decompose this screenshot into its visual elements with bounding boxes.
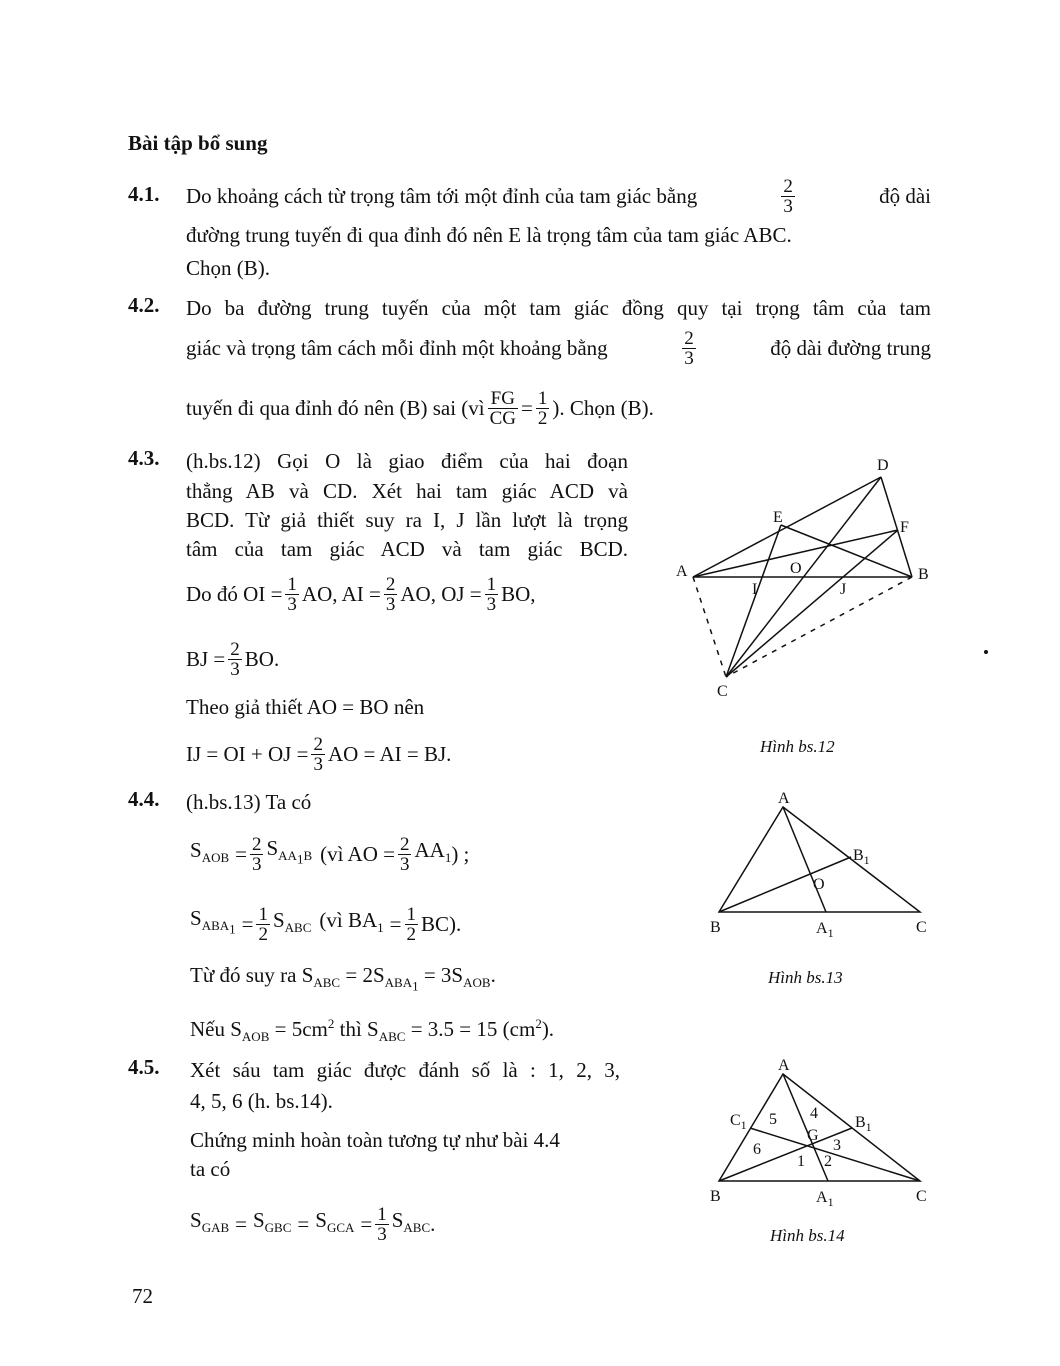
ex44-close1: ) ; — [451, 842, 470, 866]
ex43-line7: Theo giả thiết AO = BO nên — [186, 695, 425, 719]
ex45-eq1: = — [235, 1212, 247, 1236]
fig14-median-CC1 — [750, 1128, 920, 1181]
fig12-seg-AC-dashed — [693, 577, 726, 677]
figure-bs13-caption: Hình bs.13 — [768, 968, 843, 987]
fig13-median-BB1 — [719, 857, 851, 912]
fig13-label-A: A — [778, 790, 790, 807]
ex42-line2-a: giác và trọng tâm cách mỗi đỉnh một khoảng bằng — [186, 336, 608, 360]
ex42-line3-b: ). Chọn (B). — [552, 396, 654, 420]
fig14-region-6: 6 — [753, 1141, 761, 1158]
fig12-label-B: B — [918, 566, 929, 583]
ex45-line5 — [190, 1196, 435, 1252]
ex45-line4: ta có — [190, 1157, 231, 1181]
fig14-label-G: G — [807, 1127, 819, 1144]
ex45-end: . — [430, 1212, 436, 1236]
fig12-label-J: J — [840, 581, 847, 598]
figure-bs12 — [660, 450, 960, 710]
exercise-number-4-5: 4.5. — [128, 1055, 160, 1079]
fig12-label-D: D — [877, 457, 889, 474]
ex44-frac-1-2-a: $\frac{1}{2}$ — [258, 903, 268, 945]
ex43-line6 — [186, 631, 279, 687]
ex43-l8a: IJ = OI + OJ = — [186, 742, 309, 766]
ex43-l8b: AO = AI = BJ. — [327, 742, 452, 766]
fig12-label-A: A — [676, 563, 688, 580]
ex44-line5: Nếu $S_{AOB} = 5cm^2$ thì $S_{ABC} = 3.5 = 15$ $(cm^2)$. — [190, 1016, 555, 1045]
fig14-region-1: 1 — [797, 1153, 805, 1170]
ex41-line3: Chọn (B). — [186, 256, 270, 280]
section-heading: Bài tập bổ sung — [128, 131, 268, 155]
ex43-frac-1-3-a: $\frac{1}{3}$ — [287, 573, 297, 615]
ex44-line4: Từ đó suy ra $S_{ABC} = 2S_{ABA_1} = 3S_{AOB}$. — [190, 963, 496, 994]
fig14-triangle-ABC — [719, 1074, 920, 1181]
fig14-label-B: B — [710, 1188, 721, 1205]
ex43-line5 — [186, 566, 536, 622]
ex45-line2: 4, 5, 6 (h. bs.14). — [190, 1089, 333, 1113]
fig14-label-B1: $B_1$ — [855, 1114, 872, 1134]
exercise-number-4-1: 4.1. — [128, 182, 160, 206]
ex42-fraction-half: $\frac{1}{2}$ — [537, 387, 548, 429]
ex45-eq3: = — [360, 1212, 373, 1236]
ex43-frac-ij: $\frac{2}{3}$ — [313, 733, 323, 775]
ex45-line3: Chứng minh hoàn toàn tương tự như bài 4.4 — [190, 1128, 560, 1152]
ex42-line3 — [186, 380, 654, 436]
page-number: 72 — [132, 1284, 153, 1308]
fig14-median-BB1 — [719, 1128, 852, 1181]
fig13-label-C: C — [916, 919, 927, 936]
ex43-l6a: BJ = — [186, 647, 226, 671]
ex44-s-aa1b: $S_{AA_1B}$ — [266, 836, 313, 867]
ex41-line1-a: Do khoảng cách từ trọng tâm tới một đỉnh của tam giác bằng — [186, 184, 698, 208]
ex44-line1: (h.bs.13) Ta có — [186, 790, 312, 814]
ex44-s-aba1: $S_{ABA_1}$ — [190, 906, 236, 937]
ex44-bc: BC). — [421, 912, 462, 936]
ex44-vi2: (vì $BA_1$ — [319, 907, 384, 936]
ex44-line2 — [190, 826, 469, 882]
ex42-line2-b: độ dài đường trung — [770, 336, 931, 360]
ex42-eq: = — [521, 396, 533, 420]
ex44-frac-2-3-a: $\frac{2}{3}$ — [251, 833, 262, 875]
fig14-label-A: A — [778, 1057, 790, 1074]
fig13-label-A1: $A_1$ — [816, 920, 834, 940]
ex44-line3 — [190, 896, 461, 952]
ex43-frac-1-3-b: $\frac{1}{3}$ — [486, 573, 497, 615]
fig13-label-B: B — [710, 919, 721, 936]
ex43-line4: tâm của tam giác ACD và tam giác BCD. — [186, 537, 628, 561]
ex42-line1: Do ba đường trung tuyến của một tam giác đồng quy tại trọng tâm của tam — [186, 296, 931, 320]
fig12-label-C: C — [717, 683, 728, 700]
fig13-label-O: O — [813, 876, 825, 893]
ex44-eq3: = — [389, 912, 402, 936]
ex41-fraction: $\frac{2}{3}$ — [783, 175, 793, 217]
ex43-line2: thẳng AB và CD. Xét hai tam giác ACD và — [186, 479, 628, 503]
ex45-frac-1-3: $\frac{1}{3}$ — [377, 1203, 387, 1245]
ex41-line1-b: độ dài — [879, 184, 931, 208]
ex44-eq1: = — [235, 842, 247, 866]
ex45-s-gca: $S_{GCA}$ — [315, 1207, 355, 1236]
ex41-line1 — [186, 168, 931, 224]
figure-bs14 — [700, 1052, 950, 1212]
fig12-label-F: F — [900, 519, 909, 536]
ex44-vi1: (vì AO = — [320, 842, 395, 866]
ex45-s-abc: $S_{ABC}$ — [391, 1207, 431, 1236]
ex43-line1: (h.bs.12) Gọi O là giao điểm của hai đoạn — [186, 449, 628, 473]
fig12-label-E: E — [773, 509, 783, 526]
ex43-frac-2-3: $\frac{2}{3}$ — [385, 573, 396, 615]
ex44-aa1: $AA_1$ — [414, 837, 452, 866]
ex43-l6b: BO. — [244, 647, 280, 671]
figure-bs12-caption: Hình bs.12 — [760, 737, 835, 756]
ex43-l5c: AO, OJ = — [400, 582, 482, 606]
fig14-region-2: 2 — [824, 1153, 832, 1170]
figure-bs13 — [700, 785, 950, 945]
exercise-number-4-4: 4.4. — [128, 787, 160, 811]
fig12-label-O: O — [790, 560, 802, 577]
fig14-median-AA1 — [783, 1074, 828, 1181]
ex43-l5d: BO, — [501, 582, 536, 606]
figure-bs14-caption: Hình bs.14 — [770, 1226, 845, 1245]
fig13-label-B1: $B_1$ — [853, 847, 870, 867]
ex45-eq2: = — [297, 1212, 310, 1236]
ex44-s-abc: $S_{ABC}$ — [272, 907, 312, 936]
ex45-s-gab: $S_{GAB}$ — [190, 1207, 230, 1236]
exercise-number-4-3: 4.3. — [128, 446, 160, 470]
ex44-frac-1-2-b: $\frac{1}{2}$ — [406, 903, 416, 945]
ex45-s-gbc: $S_{GBC}$ — [252, 1207, 292, 1236]
ex45-line1: Xét sáu tam giác được đánh số là : 1, 2, 3, — [190, 1058, 620, 1082]
stray-dot — [984, 650, 988, 654]
ex42-line2 — [186, 320, 931, 376]
ex43-l5a: Do đó OI = — [186, 582, 283, 606]
ex42-fraction-fg-cg: $\frac{FG}{CG}$ — [489, 387, 517, 429]
ex42-line3-a: tuyến đi qua đỉnh đó nên (B) sai (vì — [186, 396, 485, 420]
fig14-label-C1: $C_1$ — [730, 1112, 747, 1132]
ex43-l5b: AO, AI = — [301, 582, 381, 606]
exercise-number-4-2: 4.2. — [128, 293, 160, 317]
fig14-region-3: 3 — [833, 1137, 841, 1154]
fig14-label-C: C — [916, 1188, 927, 1205]
ex43-line8 — [186, 726, 451, 782]
ex44-s-aob: $S_{AOB}$ — [190, 837, 230, 866]
fig14-label-A1: $A_1$ — [816, 1189, 834, 1209]
ex42-fraction: $\frac{2}{3}$ — [684, 327, 694, 369]
fig12-label-I: I — [752, 581, 758, 598]
ex43-line3: BCD. Từ giả thiết suy ra I, J lần lượt là trọng — [186, 508, 628, 532]
fig14-region-4: 4 — [810, 1105, 818, 1122]
fig14-region-5: 5 — [769, 1111, 777, 1128]
ex41-line2: đường trung tuyến đi qua đỉnh đó nên E là trọng tâm của tam giác ABC. — [186, 223, 792, 247]
ex44-eq2: = — [241, 912, 254, 936]
ex44-frac-2-3-b: $\frac{2}{3}$ — [399, 833, 410, 875]
ex43-frac-bj: $\frac{2}{3}$ — [230, 638, 240, 680]
